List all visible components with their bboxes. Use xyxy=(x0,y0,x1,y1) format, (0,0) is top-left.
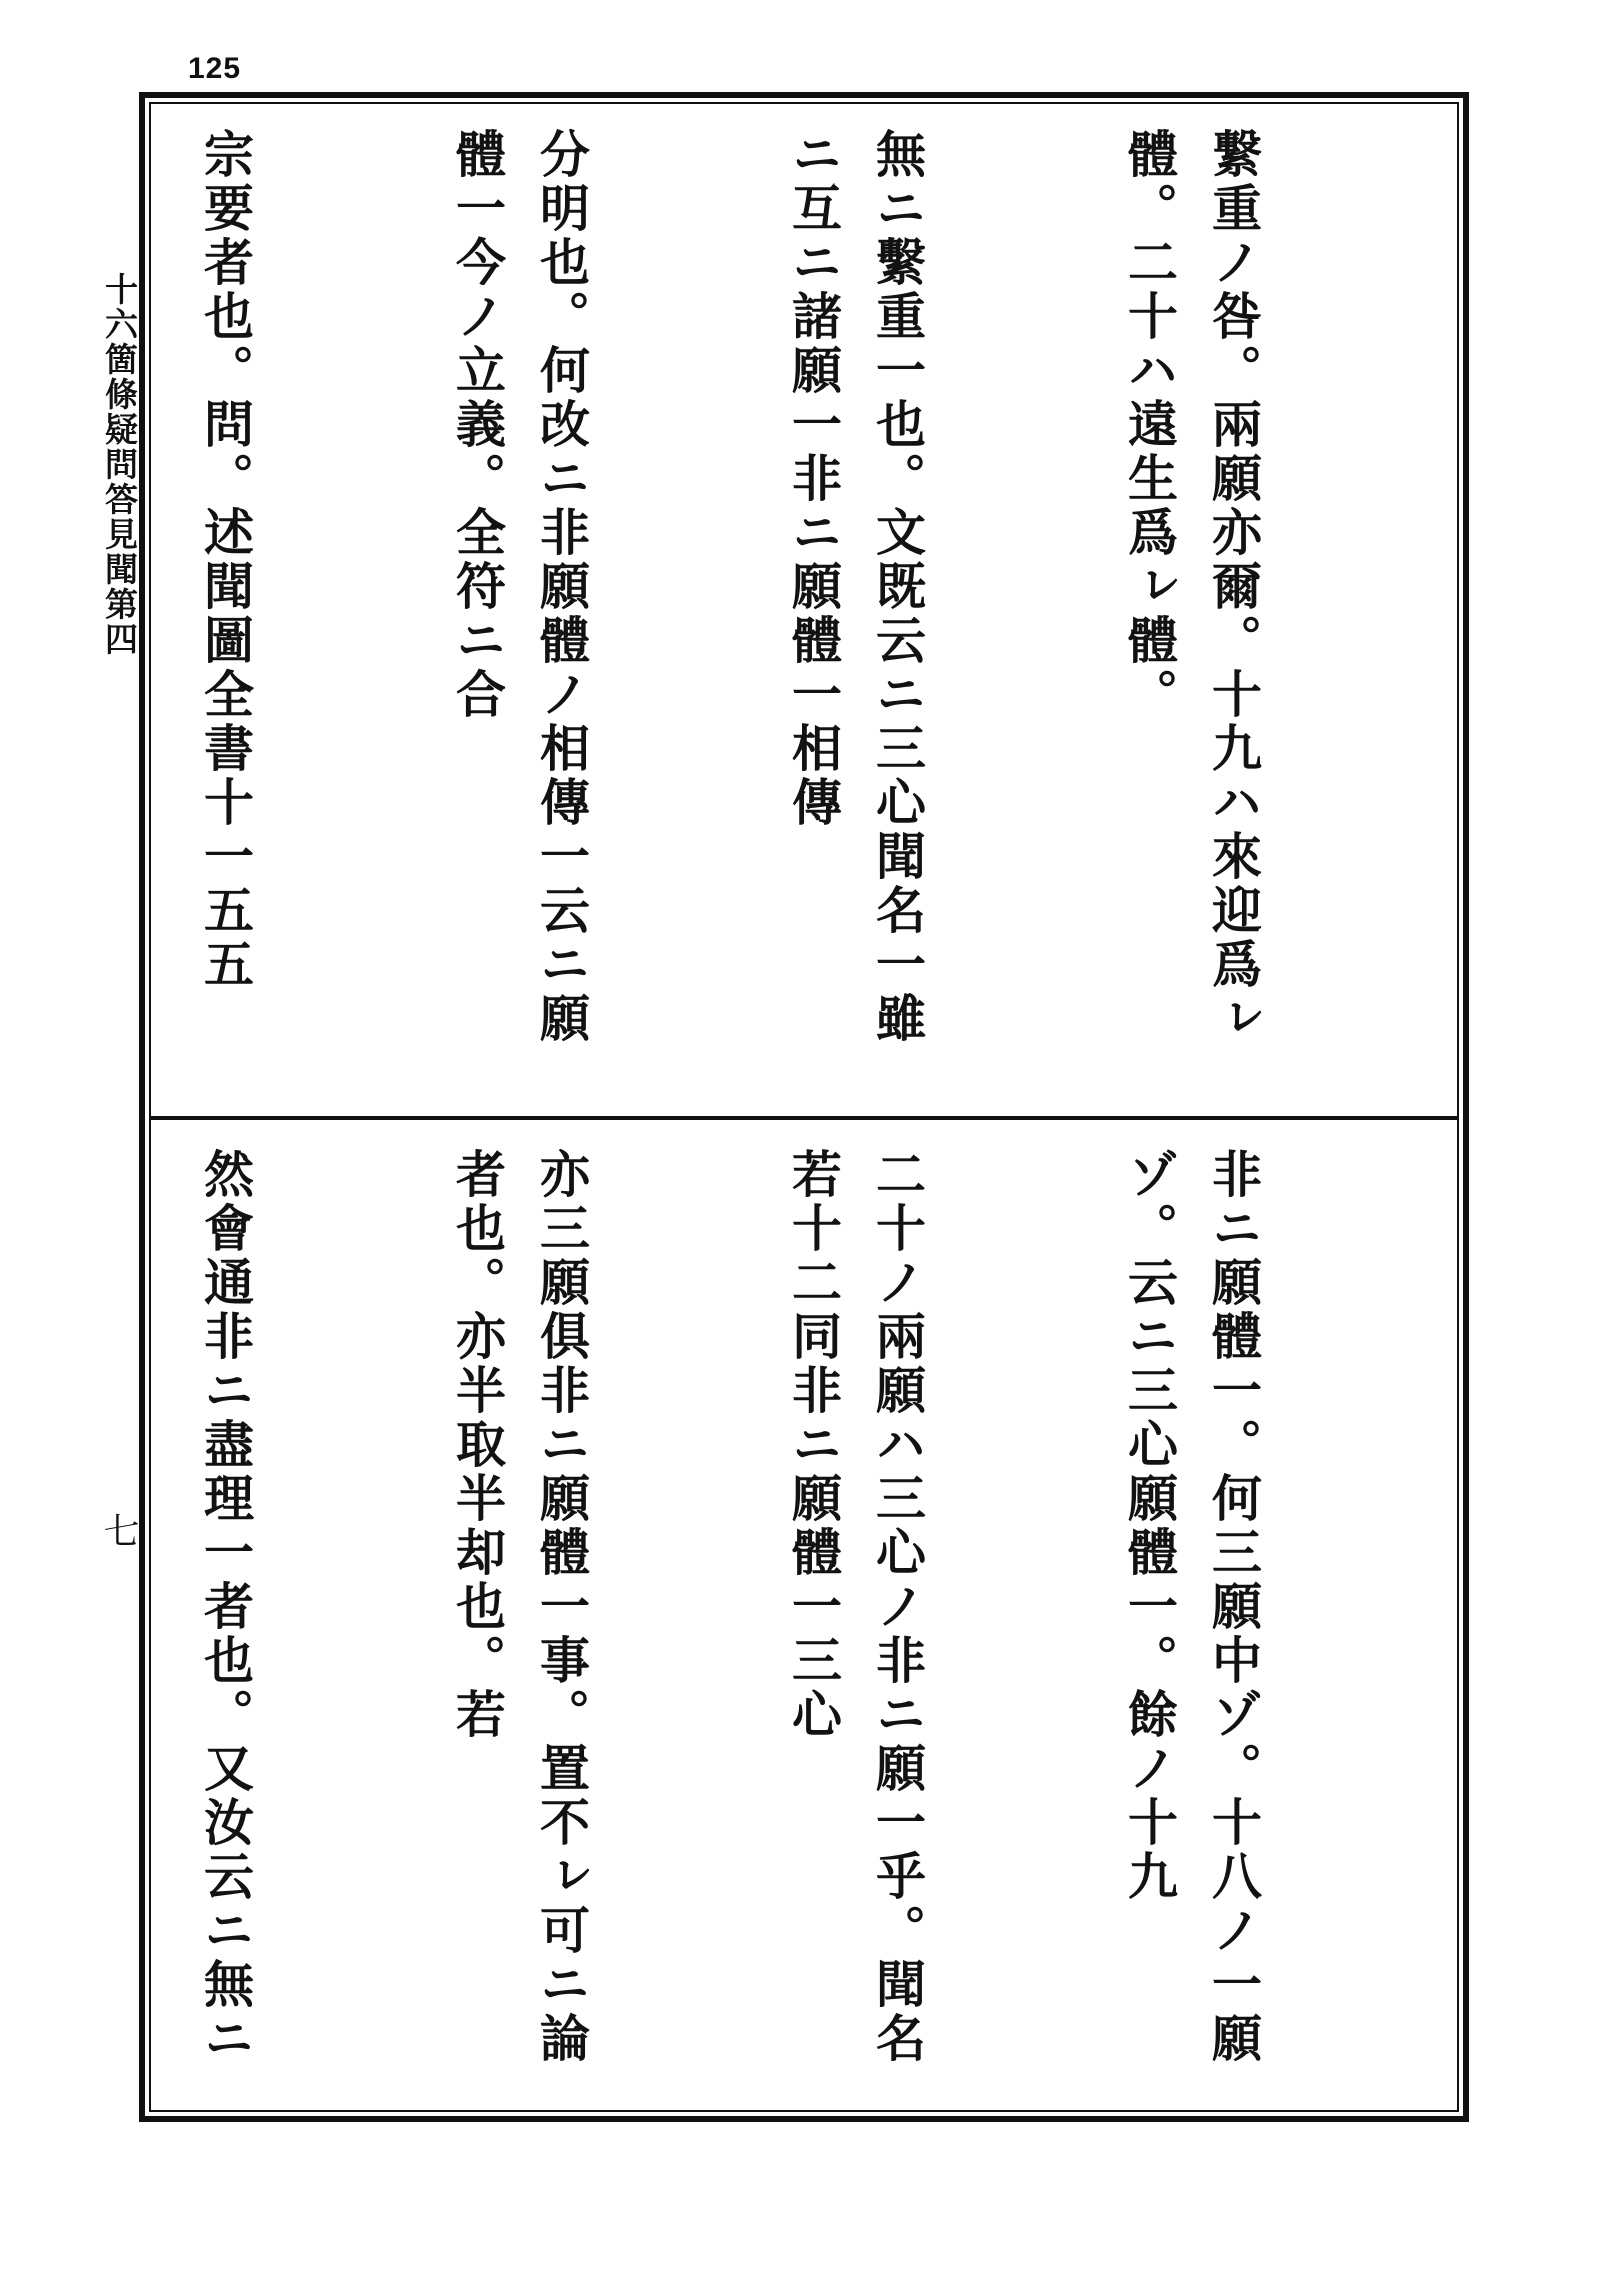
upper-text-block xyxy=(193,128,1443,1098)
text-column: 亦三願俱非ニ願體一事。置不ㇾ可ニ論者也。亦半取半却也。若 xyxy=(448,1148,591,2066)
page-number: 125 xyxy=(188,52,242,85)
lower-text-block xyxy=(193,1148,1443,2108)
section-divider xyxy=(149,1116,1459,1120)
text-column: 無ニ繫重一也。文既云ニ三心聞名一雖ニ互ニ諸願一非ニ願體一相傳 xyxy=(784,128,927,1046)
text-column: 非ニ願體一。何三願中ゾ。十八ノ一願ゾ。云ニ三心願體一。餘ノ十九 xyxy=(1120,1148,1263,2066)
text-column: 宗要者也。問。述聞圖全書十一五五 xyxy=(196,128,255,992)
text-column: 然會通非ニ盡理一者也。又汝云ニ無ニ xyxy=(196,1148,255,2066)
text-column: 二十ノ兩願ハ三心ノ非ニ願一乎。聞名若十二同非ニ願體一三心 xyxy=(784,1148,927,2066)
text-column: 繋重ノ咎。兩願亦爾。十九ハ來迎爲ㇾ體。二十ハ遠生爲ㇾ體。 xyxy=(1120,128,1263,1046)
running-head: 十六箇條疑問答見聞第四 xyxy=(100,272,139,657)
folio-number: 七 xyxy=(98,1512,139,1548)
text-column: 分明也。何改ニ非願體ノ相傳一云ニ願體一今ノ立義。全符ニ合 xyxy=(448,128,591,1046)
